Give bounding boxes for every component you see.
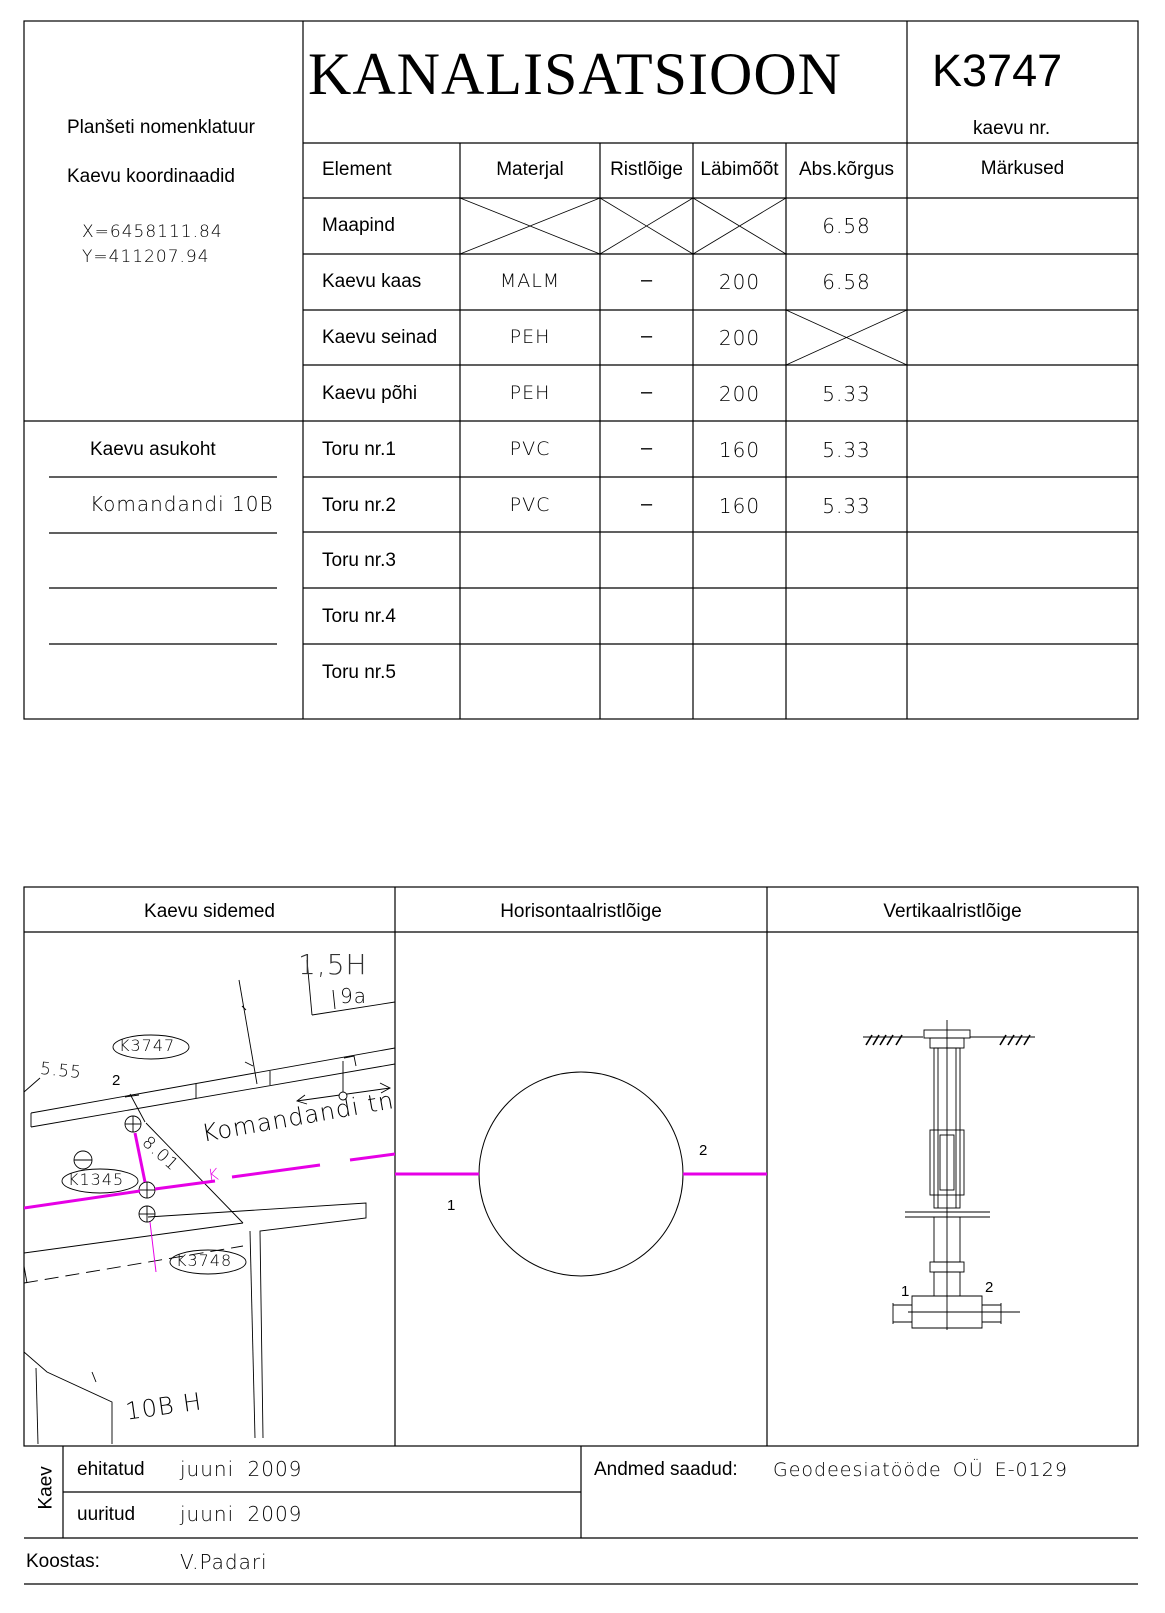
coordinate-y: Y=411207.94 bbox=[82, 247, 210, 267]
row-diameter: 160 bbox=[718, 438, 761, 462]
built-label: ehitatud bbox=[77, 1459, 145, 1480]
building-number: 9a bbox=[340, 984, 367, 1008]
row-abs-height: 5.33 bbox=[822, 494, 871, 518]
vertical-section-title: Vertikaalristlõige bbox=[883, 901, 1022, 922]
row-element: Kaevu seinad bbox=[322, 327, 438, 348]
row-cross-section: – bbox=[640, 493, 653, 515]
map-pipe-label: K bbox=[206, 1164, 221, 1185]
document-title: KANALISATSIOON bbox=[308, 41, 842, 107]
row-element: Kaevu põhi bbox=[322, 383, 418, 404]
row-element: Kaevu kaas bbox=[322, 271, 422, 292]
row-element: Toru nr.4 bbox=[322, 606, 396, 627]
row-diameter: 160 bbox=[718, 494, 761, 518]
map-well-k3748: K3748 bbox=[176, 1251, 233, 1270]
built-value: juuni 2009 bbox=[180, 1457, 303, 1481]
well-number-label: kaevu nr. bbox=[973, 118, 1051, 139]
horizontal-pipe-2-label: 2 bbox=[699, 1142, 708, 1159]
vertical-pipe-1-label: 1 bbox=[901, 1283, 910, 1300]
row-cross-section: – bbox=[640, 437, 653, 459]
col-header-abs-height: Abs.kõrgus bbox=[798, 159, 895, 180]
surveyed-value: juuni 2009 bbox=[180, 1502, 303, 1526]
row-element: Toru nr.5 bbox=[322, 662, 396, 683]
nomenclature-label: Planšeti nomenklatuur bbox=[67, 117, 255, 138]
row-material: PEH bbox=[509, 382, 551, 404]
row-cross-section: – bbox=[640, 325, 653, 347]
lot-label: 10B H bbox=[123, 1387, 204, 1426]
coordinate-x: X=6458111.84 bbox=[82, 222, 223, 242]
surveyed-label: uuritud bbox=[77, 1504, 136, 1525]
map-well-k1345: K1345 bbox=[68, 1170, 125, 1189]
building-code: 1,5H bbox=[298, 948, 368, 981]
row-element: Maapind bbox=[322, 215, 395, 236]
row-diameter: 200 bbox=[718, 270, 761, 294]
row-diameter: 200 bbox=[718, 326, 761, 350]
horizontal-section-title: Horisontaalristlõige bbox=[500, 901, 662, 922]
location-label: Kaevu asukoht bbox=[90, 439, 216, 460]
row-element: Toru nr.3 bbox=[322, 550, 396, 571]
location-address: Komandandi 10B bbox=[90, 492, 274, 516]
author-value: V.Padari bbox=[180, 1550, 268, 1574]
horizontal-pipe-1-label: 1 bbox=[447, 1197, 456, 1214]
col-header-diameter: Läbimõõt bbox=[700, 159, 779, 180]
row-abs-height: 5.33 bbox=[822, 438, 871, 462]
distance-label-1: 5.55 bbox=[39, 1058, 83, 1084]
col-header-cross-section: Ristlõige bbox=[610, 159, 683, 180]
author-label: Koostas: bbox=[26, 1551, 100, 1572]
row-cross-section: – bbox=[640, 269, 653, 291]
row-abs-height: 5.33 bbox=[822, 382, 871, 406]
row-diameter: 200 bbox=[718, 382, 761, 406]
vertical-pipe-2-label: 2 bbox=[985, 1279, 994, 1296]
map-well-main: K3747 bbox=[119, 1036, 176, 1055]
row-material: PVC bbox=[509, 438, 551, 460]
row-abs-height: 6.58 bbox=[822, 270, 871, 294]
row-element: Toru nr.1 bbox=[322, 439, 396, 460]
distance-label-2: 8.01 bbox=[137, 1132, 183, 1176]
map-pipe-number: 2 bbox=[112, 1072, 121, 1089]
data-source-label: Andmed saadud: bbox=[594, 1459, 738, 1480]
street-name: Komandandi tn bbox=[199, 1086, 397, 1148]
data-source-value: Geodeesiatööde OÜ E-0129 bbox=[773, 1459, 1068, 1481]
footer-side-label: Kaev bbox=[35, 1466, 57, 1510]
ties-title: Kaevu sidemed bbox=[144, 901, 275, 922]
col-header-material: Materjal bbox=[496, 159, 564, 180]
row-material: PEH bbox=[509, 326, 551, 348]
row-cross-section: – bbox=[640, 381, 653, 403]
row-abs-height: 6.58 bbox=[822, 214, 871, 238]
well-number: K3747 bbox=[932, 45, 1063, 96]
row-material: MALM bbox=[499, 270, 561, 292]
col-header-notes: Märkused bbox=[980, 158, 1065, 179]
coordinates-label: Kaevu koordinaadid bbox=[67, 166, 235, 187]
row-element: Toru nr.2 bbox=[322, 495, 396, 516]
col-header-element: Element bbox=[322, 159, 392, 180]
row-material: PVC bbox=[509, 494, 551, 516]
